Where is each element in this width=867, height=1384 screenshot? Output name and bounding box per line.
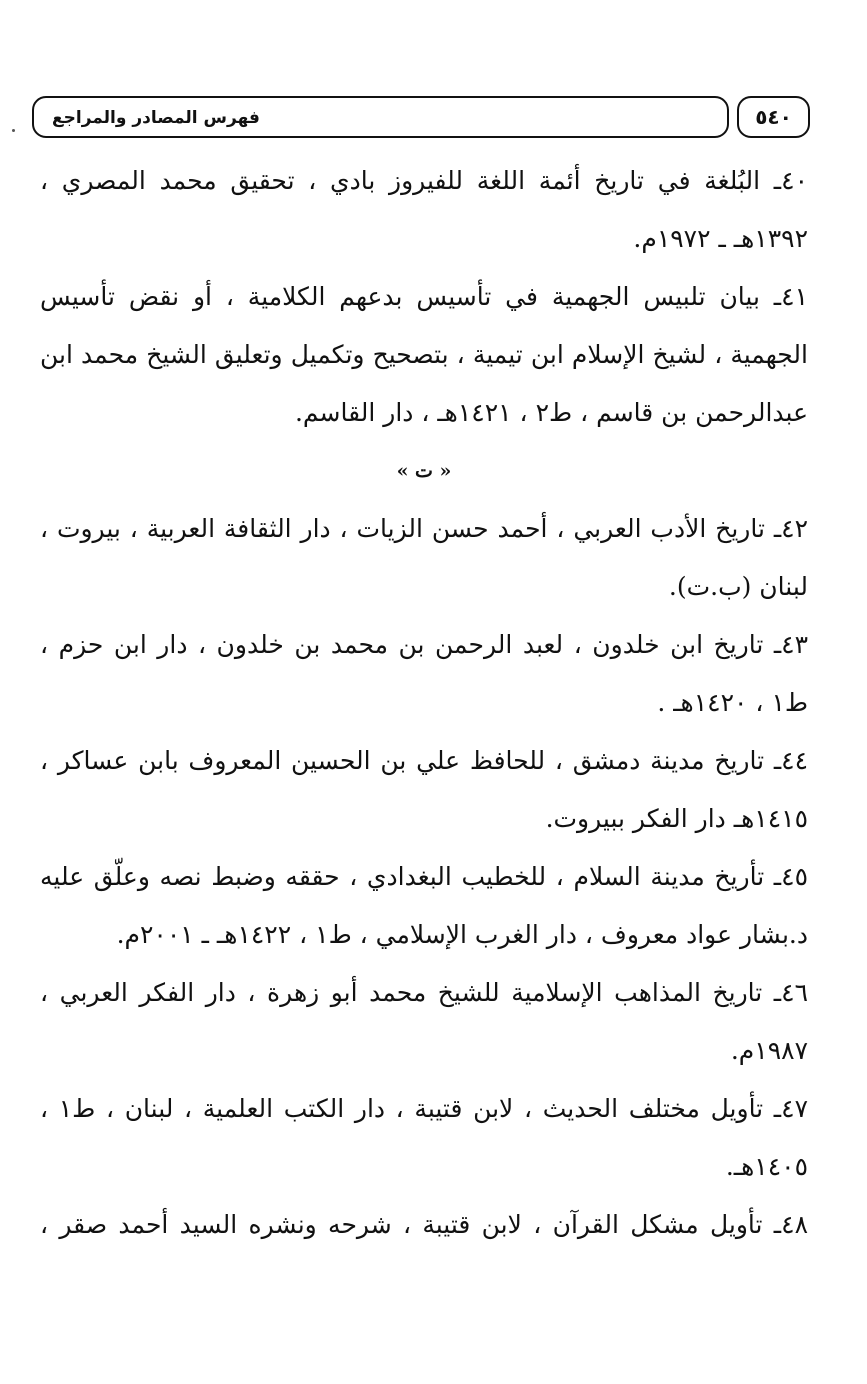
entry-46-line-2: ١٩٨٧م. — [730, 1036, 808, 1065]
entry-48-line-1: ٤٨ـ تأويل مشكل القرآن ، لابن قتيبة ، شرحه ونشره السيد أحمد صقر ، — [40, 1210, 808, 1239]
entry-41-line-1: ٤١ـ بيان تلبيس الجهمية في تأسيس بدعهم الكلامية ، أو نقض تأسيس — [40, 282, 808, 311]
entry-47-line-2: ١٤٠٥هـ. — [725, 1152, 808, 1181]
entry-43-line-2: ط١ ، ١٤٢٠هـ . — [657, 688, 808, 717]
entry-47-line-1: ٤٧ـ تأويل مختلف الحديث ، لابن قتيبة ، دار الكتب العلمية ، لبنان ، ط١ ، — [40, 1094, 808, 1123]
entry-42-line-2: لبنان (ب.ت). — [668, 572, 808, 601]
entry-41-line-3: عبدالرحمن بن قاسم ، ط٢ ، ١٤٢١هـ ، دار القاسم. — [294, 398, 808, 427]
header-title-frame — [32, 96, 729, 138]
page-header — [32, 96, 810, 142]
entry-42-line-1: ٤٢ـ تاريخ الأدب العربي ، أحمد حسن الزيات ، دار الثقافة العربية ، بيروت ، — [40, 514, 808, 543]
entry-46-line-1: ٤٦ـ تاريخ المذاهب الإسلامية للشيخ محمد أبو زهرة ، دار الفكر العربي ، — [40, 978, 808, 1007]
entry-43-line-1: ٤٣ـ تاريخ ابن خلدون ، لعبد الرحمن بن محمد بن خلدون ، دار ابن حزم ، — [40, 630, 808, 659]
header-title: فهرس المصادر والمراجع — [52, 108, 260, 128]
page-number-frame — [737, 96, 810, 138]
entry-40-line-1: ٤٠ـ البُلغة في تاريخ أئمة اللغة للفيروز بادي ، تحقيق محمد المصري ، — [40, 166, 808, 195]
scan-speck — [12, 129, 15, 132]
entry-41-line-2: الجهمية ، لشيخ الإسلام ابن تيمية ، بتصحيح وتكميل وتعليق الشيخ محمد ابن — [40, 340, 808, 369]
entry-40-line-2: ١٣٩٢هـ ـ ١٩٧٢م. — [633, 224, 808, 253]
entry-45-line-1: ٤٥ـ تأريخ مدينة السلام ، للخطيب البغدادي ، حققه وضبط نصه وعلّق عليه — [40, 862, 808, 891]
section-heading-ta: « ت » — [396, 460, 452, 482]
page-number: ٥٤٠ — [755, 105, 792, 129]
entry-45-line-2: د.بشار عواد معروف ، دار الغرب الإسلامي ، ط١ ، ١٤٢٢هـ ـ ٢٠٠١م. — [116, 920, 808, 949]
entry-44-line-2: ١٤١٥هـ دار الفكر ببيروت. — [545, 804, 808, 833]
entry-44-line-1: ٤٤ـ تاريخ مدينة دمشق ، للحافظ علي بن الحسين المعروف بابن عساكر ، — [40, 746, 808, 775]
bibliography-list — [40, 152, 808, 1254]
